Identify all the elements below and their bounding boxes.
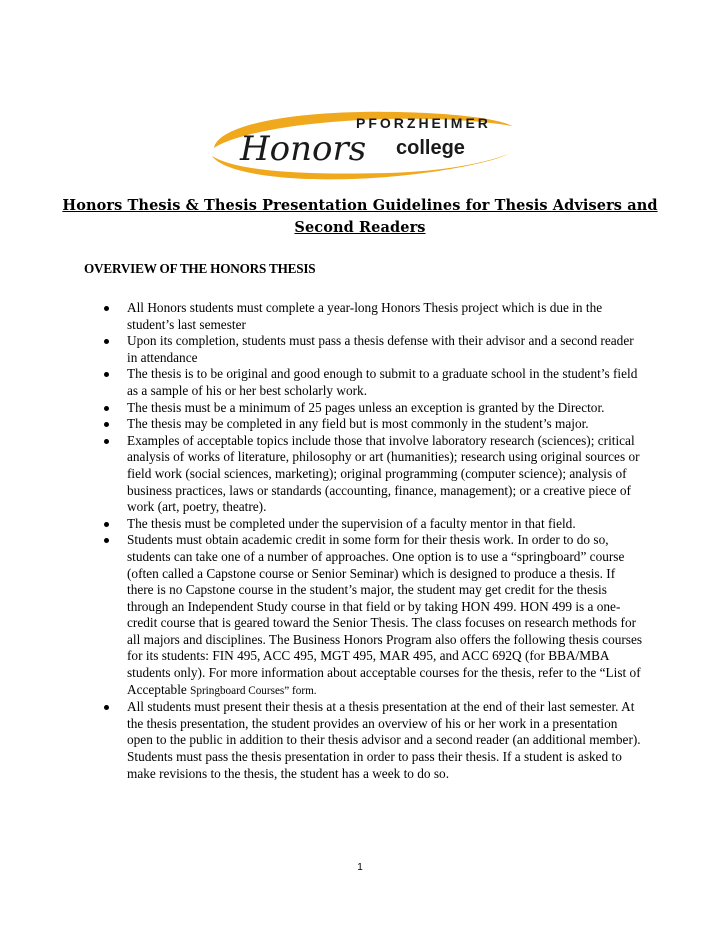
- list-item: [104, 699, 644, 782]
- overview-bullet-list: [104, 300, 644, 782]
- bullet-text: Students must obtain academic credit in some form for their thesis work. In order to do so, students can take one of a number of approaches. One option is to use a “springboard” course (often called a Capstone course or Senior Seminar) which is designed to produce a thesis. If there is no Capstone course in the student’s major, the student may get credit for the thesis through an Independent Study course in that field or by taking HON 499. HON 499 is a one-credit course that is geared toward the Senior Thesis. The class focuses on research methods for all majors and disciplines. The Business Honors Program also offers the following thesis courses for its students: FIN 495, ACC 495, MGT 495, MAR 495, and ACC 692Q (for BBA/MBA students only). For more information about acceptable courses for the thesis, refer to the “List of Acceptable: [127, 532, 643, 697]
- bullet-icon: [104, 406, 109, 411]
- bullet-icon: [104, 439, 109, 444]
- pforzheimer-honors-college-logo: [208, 104, 516, 184]
- bullet-icon: [104, 522, 109, 527]
- bullet-icon: [104, 422, 109, 427]
- logo-script-word: Honors: [240, 129, 367, 169]
- list-item: [104, 516, 644, 533]
- bullet-text: Examples of acceptable topics include those that involve laboratory research (sciences); critical analysis of works of literature, philosophy or art (humanities); research using original sources or field work (social sciences, marketing); original programming (computer science); analysis of business practices, laws or standards (accounting, finance, management); or a creative piece of work (art, poetry, theatre).: [127, 432, 640, 515]
- logo-line1: PFORZHEIMER: [356, 115, 491, 131]
- list-item: [104, 532, 644, 699]
- logo-line3: college: [396, 137, 465, 159]
- list-item: [104, 366, 644, 399]
- bullet-text: All students must present their thesis at a thesis presentation at the end of their last semester. At the thesis presentation, the student provides an overview of his or her work in a presentation open to the public in addition to their thesis advisor and a second reader (an additional member). Students must pass the thesis presentation in order to pass their thesis. If a student is asked to make revisions to the thesis, the student has a week to do so.: [127, 699, 641, 781]
- bullet-text: Upon its completion, students must pass a thesis defense with their advisor and a second reader in attendance: [127, 333, 634, 365]
- bullet-icon: [104, 306, 109, 311]
- bullet-text: The thesis must be completed under the supervision of a faculty mentor in that field.: [127, 515, 576, 531]
- section-heading: OVERVIEW OF THE HONORS THESIS: [84, 261, 316, 276]
- bullet-icon: [104, 372, 109, 377]
- list-item: [104, 416, 644, 433]
- bullet-icon: [104, 339, 109, 344]
- list-item: [104, 433, 644, 516]
- bullet-icon: [104, 705, 109, 710]
- bullet-text-small: Springboard Courses” form.: [190, 684, 317, 697]
- bullet-text: The thesis is to be original and good enough to submit to a graduate school in the student’s field as a sample of his or her best scholarly work.: [127, 366, 638, 398]
- bullet-text: All Honors students must complete a year-long Honors Thesis project which is due in the student’s last semester: [127, 300, 603, 332]
- list-item: [104, 333, 644, 366]
- bullet-text: The thesis may be completed in any field but is most commonly in the student’s major.: [127, 416, 589, 432]
- page-number: 1: [357, 862, 363, 873]
- list-item: [104, 400, 644, 417]
- bullet-text: The thesis must be a minimum of 25 pages unless an exception is granted by the Director.: [127, 399, 605, 415]
- bullet-icon: [104, 538, 109, 543]
- document-title: Honors Thesis & Thesis Presentation Guidelines for Thesis Advisers and Second Readers: [62, 197, 658, 236]
- list-item: [104, 300, 644, 333]
